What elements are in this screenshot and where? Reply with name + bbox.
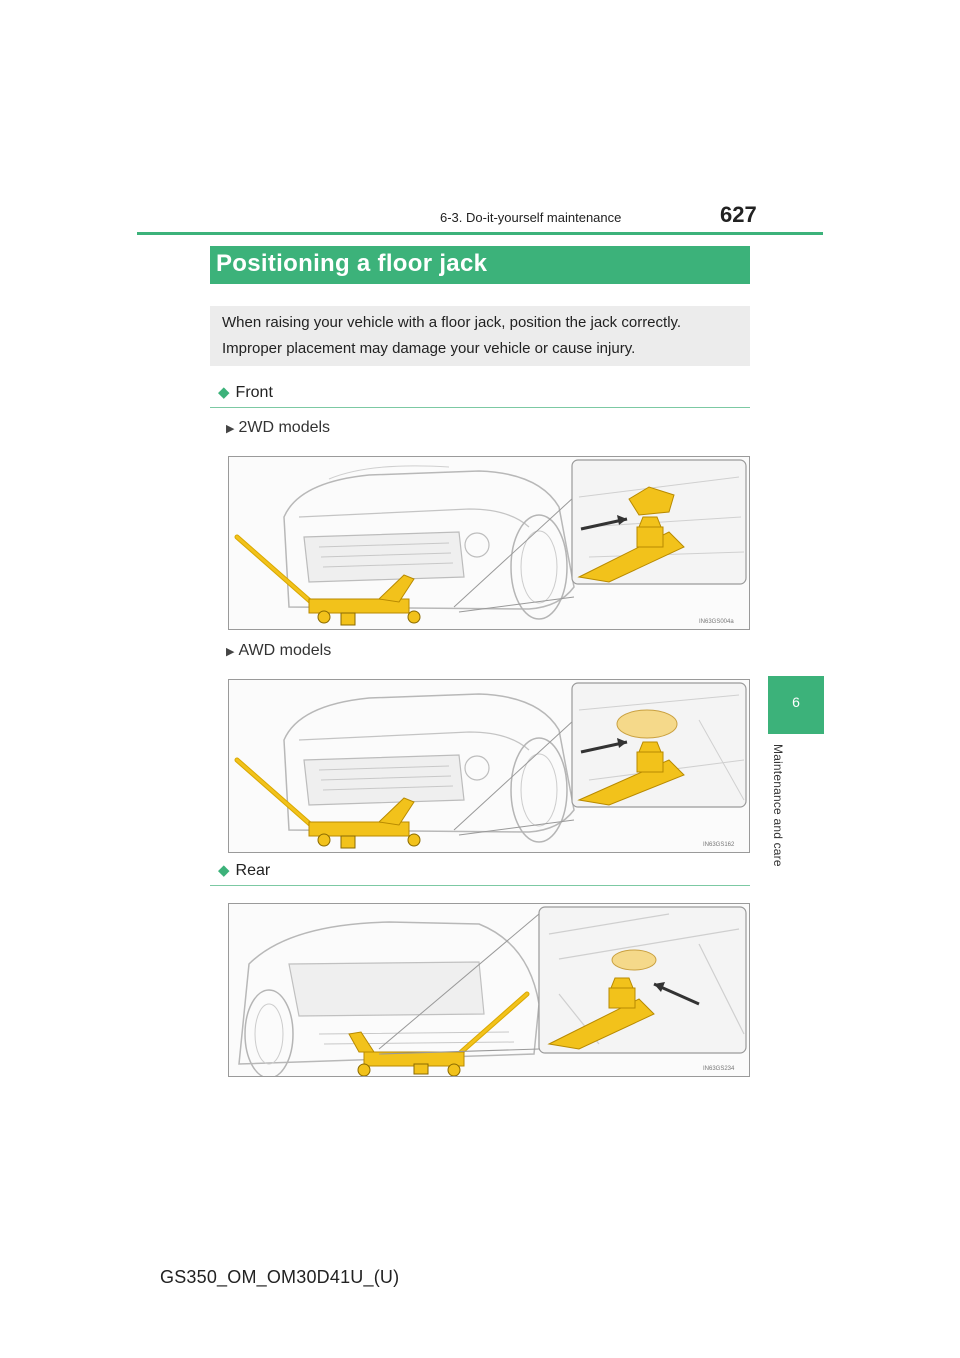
rear-heading-text: Rear: [235, 862, 271, 879]
page-title: Positioning a floor jack: [216, 250, 488, 277]
diamond-icon: ◆: [218, 862, 230, 879]
awd-models-label: [226, 642, 331, 660]
triangle-right-icon: ▶: [226, 423, 235, 435]
front-heading-rule: [210, 407, 750, 408]
figure-front-awd: [228, 679, 750, 853]
intro-line-2: Improper placement may damage your vehicle or cause injury.: [222, 340, 636, 357]
front-heading-text: Front: [235, 384, 273, 401]
chapter-title-vertical: Maintenance and care: [771, 744, 785, 867]
chapter-number: 6: [792, 694, 800, 710]
header-rule: [137, 232, 823, 235]
figure-front-2wd-code: IN63GS004a: [699, 619, 734, 625]
figure-rear-code: IN63GS234: [703, 1066, 735, 1072]
figure-front-2wd: [228, 456, 750, 630]
figure-front-awd-code: IN63GS162: [703, 842, 735, 848]
document-code: GS350_OM_OM30D41U_(U): [160, 1267, 400, 1287]
rear-heading-rule: [210, 885, 750, 886]
diamond-icon: ◆: [218, 384, 230, 401]
triangle-right-icon: ▶: [226, 646, 235, 658]
2wd-models-label: [226, 419, 330, 437]
awd-models-text: AWD models: [238, 642, 332, 659]
rear-heading: [218, 861, 270, 880]
intro-line-1: When raising your vehicle with a floor jack, position the jack correctly.: [222, 314, 682, 331]
running-header-section: 6-3. Do-it-yourself maintenance: [440, 210, 622, 225]
2wd-models-text: 2WD models: [238, 419, 331, 436]
figure-rear: [228, 903, 750, 1077]
front-heading: [218, 383, 273, 402]
page-number: 627: [720, 202, 757, 227]
